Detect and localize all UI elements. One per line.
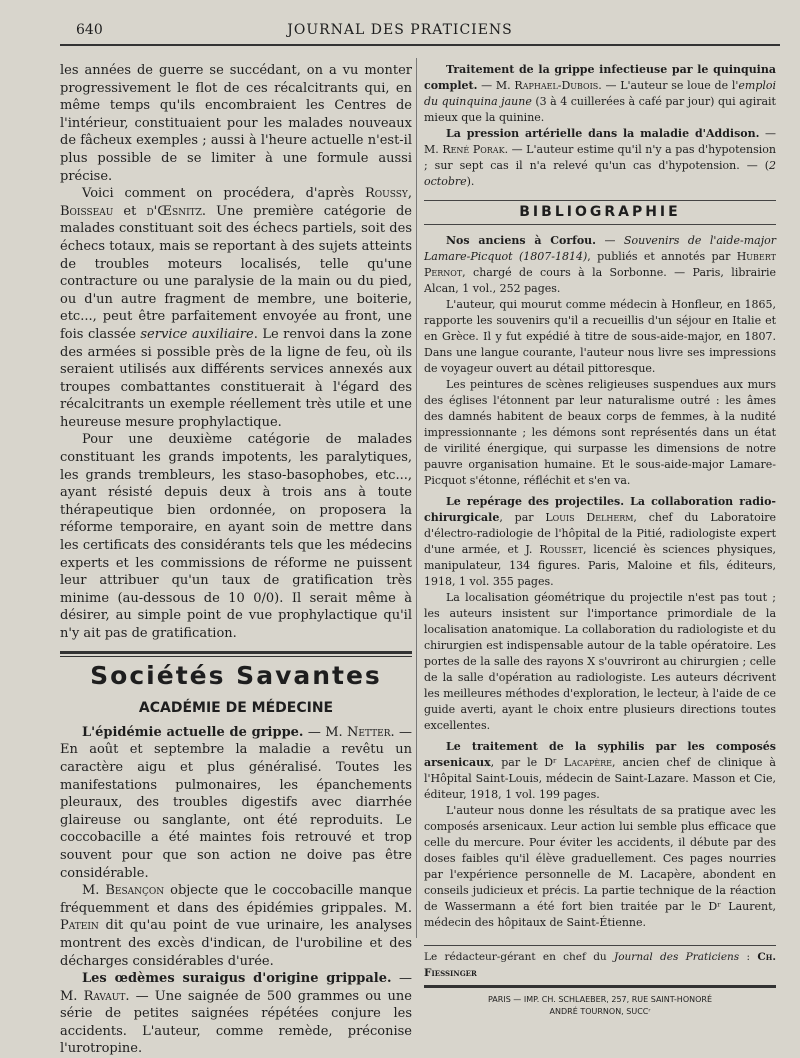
column-divider: [416, 58, 417, 938]
paragraph: les années de guerre se succédant, on a vu monter progressivement le flot de ces récalcitrants qui, en même temps qu'ils encombraient les Centres de l'intérieur, constituaient pour les malades nouveaux de fâcheux exemples ; aussi à l'heure actuelle n'est-il plus possible de se limiter à une formule aussi précise.: [60, 63, 412, 184]
book-entry-syphilis: Le traitement de la syphilis par les composés arsenicaux, par le Dʳ Lacapère, ancien chef de clinique à l'Hôpital Saint-Louis, médecin de Saint-Lazare. Masson et Cie, éditeur, 1918, 1 vol. 199 pages.: [424, 740, 776, 801]
academy-title: ACADÉMIE DE MÉDECINE: [138, 700, 334, 717]
book-entry-projectiles: Le repérage des projectiles. La collaboration radio-chirurgicale, par Louis Delherm, chef du Laboratoire d'électro-radiologie de l'hôpital de la Pitié, radiologiste expert d'une armée, et J. Rousset, licencié ès sciences physiques, manipulateur, 134 figures. Paris, Maloine et fils, éditeurs, 1918, 1 vol. 355 pages.: [424, 495, 776, 588]
bibliography-title: BIBLIOGRAPHIE: [519, 204, 681, 220]
paragraph: La localisation géométrique du projectile n'est pas tout ; les auteurs insistent sur l'importance primordiale de la localisation anatomique. La collaboration du radiologiste et du chirurgien est indispensable autour de la table opératoire. Les portes de la salle des rayons X s'ouvriront au chirurgien ; celle de la salle d'opération au radiologiste. Les auteurs décrivent les meilleures méthodes d'exploration, le lecteur, à l'aide de ce guide averti, ayant le choix entre plusieurs directions toutes excellentes.: [424, 591, 776, 732]
entry-addison: La pression artérielle dans la maladie d'Addison. — M. René Porak. — L'auteur estime qu'il n'y a pas d'hypotension ; sur sept cas il n'a relevé qu'un cas d'hypotension. — (2 octobre).: [424, 127, 777, 188]
bibliography-header: [424, 200, 776, 225]
section-rule: [60, 651, 412, 657]
page-header: [0, 20, 800, 44]
paragraph: Pour une deuxième catégorie de malades constituant les grands impotents, les paralytiques, les grands trembleurs, les staso-basophobes, etc..., ayant résisté depuis deux à trois ans à toute thérapeutique bien ordonnée, on proposera la réforme temporaire, en ayant soin de mettre dans les certificats des considérants tels que les médecins experts et les commissions de réforme ne puissent leur attribuer qu'un taux de gratification très minime (au-dessous de 10 0/0). Il serait même à désirer, au simple point de vue prophylactique qu'il n'y ait pas de gratification.: [60, 432, 412, 641]
entry-besancon: M. Besançon objecte que le coccobacille manque fréquemment et dans des épidémies grippales. M. Patein dit qu'au point de vue urinaire, les analyses montrent des excès d'indican, de l'urobiline et des décharges considérables d'urée.: [60, 883, 412, 969]
header-rule: [60, 44, 780, 46]
journal-title: JOURNAL DES PRATICIENS: [287, 22, 513, 38]
paragraph: L'auteur, qui mourut comme médecin à Honfleur, en 1865, rapporte les souvenirs qu'il a recueillis d'un séjour en Italie et en Grèce. Il y fut expédié à titre de sous-aide-major, en 1807. Dans une langue courante, l'auteur nous livre ses impressions de voyageur ouvert au détail pittoresque.: [424, 298, 776, 375]
entry-oedemes: Les œdèmes suraigus d'origine grippale. — M. Ravaut. — Une saignée de 500 grammes ou une série de petites saignées répétées conjure les accidents. L'auteur, comme remède, préconise l'urotropine.: [60, 971, 412, 1057]
paragraph: Voici comment on procédera, d'après Roussy, Boisseau et d'Œsnitz. Une première catégorie de malades constituant soit des échecs partiels, soit des échecs totaux, mais se reportant à des sujets atteints de troubles moteurs localisés, telle qu'une contracture ou une paralysie de la main ou du pied, ou d'un autre fragment de membre, une boiterie, etc..., peut être parfaitement envoyée au front, une fois classée service auxiliaire. Le renvoi dans la zone des armées si possible près de la ligne de feu, où ils seraient utilisés aux différents services annexés aux troupes combattantes constituerait à l'égard des récalcitrants un exemple réellement très utile et une heureuse mesure prophylactique.: [60, 186, 412, 430]
section-title: Sociétés Savantes: [90, 660, 382, 690]
paragraph: L'auteur nous donne les résultats de sa pratique avec les composés arsenicaux. Leur action lui semble plus efficace que celle du mercure. Pour éviter les accidents, il débute par des doses faibles qu'il élève graduellement. Ces pages nourries par l'expérience personnelle de M. Lacapère, abondent en conseils judicieux et précis. La partie technique de la réaction de Wassermann a été fort bien traitée par le Dʳ Laurent, médecin des hôpitaux de Saint-Étienne.: [424, 804, 776, 929]
entry-grippe-quinquina: Traitement de la grippe infectieuse par le quinquina complet. — M. Raphael-Dubois. — L'auteur se loue de l'emploi du quinquina jaune (3 à 4 cuillerées à café par jour) qui agirait mieux que la quinine.: [424, 63, 777, 124]
right-column: [424, 62, 776, 1018]
page-number: 640: [76, 22, 103, 38]
paragraph: Les peintures de scènes religieuses suspendues aux murs des églises l'étonnent par leur naturalisme outré : les âmes des damnés habitent de beaux corps de femmes, à la nudité impressionnante ; les démons sont représentés dans un état de virilité énergique, qui surpasse les dimensions de notre pauvre organisation humaine. Et le sous-aide-major Lamare-Picquot s'étonne, réfléchit et s'en va.: [424, 378, 776, 487]
editor-line: Le rédacteur-gérant en chef du Journal des Praticiens : Ch. Fiessinger: [424, 945, 776, 988]
book-entry-corfou: Nos anciens à Corfou. — Souvenirs de l'aide-major Lamare-Picquot (1807-1814), publiés et annotés par Hubert Pernot, chargé de cours à la Sorbonne. — Paris, librairie Alcan, 1 vol., 252 pages.: [424, 234, 776, 295]
left-column: [60, 62, 412, 1058]
entry-epidemie: L'épidémie actuelle de grippe. — M. Netter. — En août et septembre la maladie a revêtu un caractère aigu et plus généralisé. Toutes les manifestations pulmonaires, les épanchements pleuraux, des troubles digestifs avec diarrhée glaireuse ou sanglante, ont été reproduits. Le coccobacille a été maintes fois retrouvé et trop souvent pour que son action ne doive pas être considérable.: [60, 724, 413, 881]
printer-imprint: PARIS — IMP. CH. SCHLAEBER, 257, RUE SAINT-HONORÉ ANDRÉ TOURNON, SUCCʳ: [487, 995, 713, 1016]
